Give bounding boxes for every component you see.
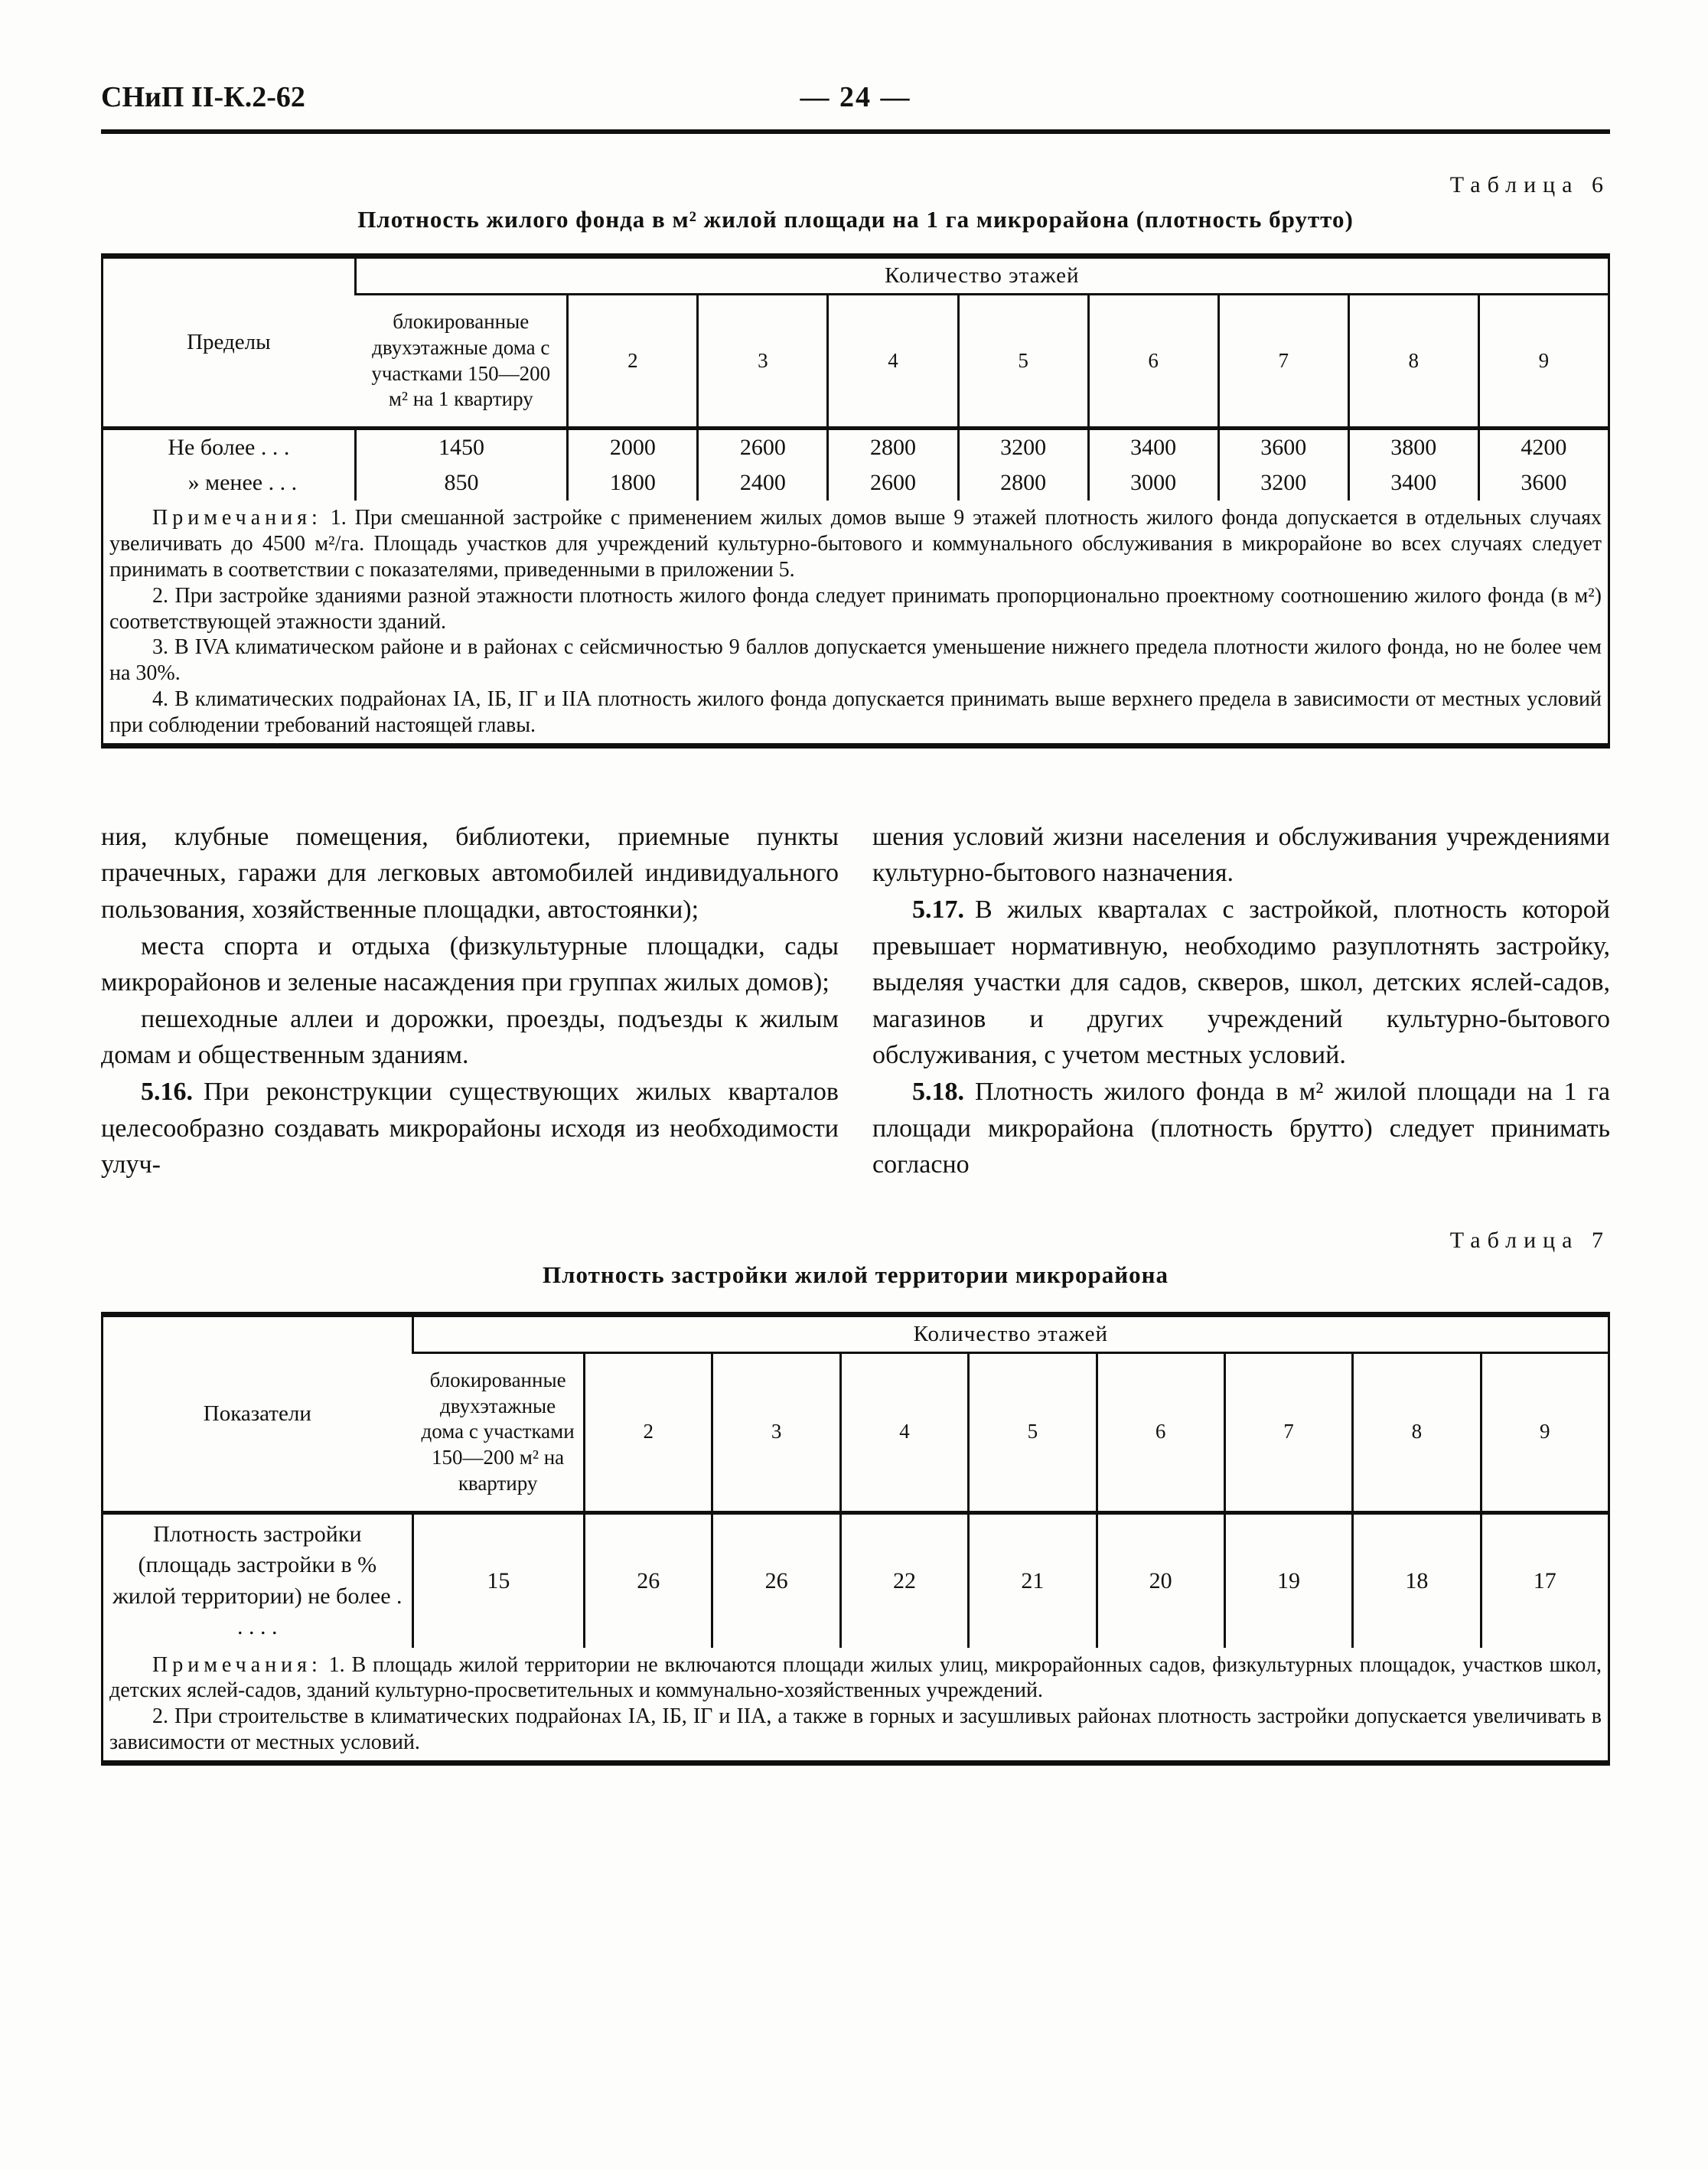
paragraph-text: Плотность жилого фонда в м² жилой площади на 1 га площади микрорайона (плотность брутто) следует принимать согласно	[872, 1078, 1610, 1179]
clause-number: 5.17.	[912, 895, 964, 925]
value-cell: 21	[969, 1512, 1097, 1648]
note-paragraph: 2. При строительстве в климатических подрайонах IА, IБ, IГ и IIА, а также в горных и засушливых районах плотность застройки допускается увеличивать в зависимости от местных условий.	[109, 1704, 1602, 1755]
table7-row-header: Показатели	[103, 1314, 413, 1512]
floor-col-header: 9	[1481, 1352, 1609, 1512]
value-cell: 3400	[1348, 465, 1478, 501]
left-column	[101, 819, 839, 1183]
value-cell: 2800	[828, 429, 958, 466]
value-cell: 2600	[698, 429, 828, 466]
table7-notes	[103, 1648, 1609, 1763]
paragraph	[101, 1074, 839, 1183]
floor-col-header: 6	[1097, 1352, 1224, 1512]
value-cell: 3000	[1088, 465, 1218, 501]
value-cell: 15	[412, 1512, 584, 1648]
paragraph	[872, 819, 1610, 892]
value-cell: 17	[1481, 1512, 1609, 1648]
value-cell: 26	[712, 1512, 840, 1648]
value-cell: 18	[1353, 1512, 1481, 1648]
value-cell: 22	[840, 1512, 968, 1648]
clause-number: 5.16.	[141, 1078, 193, 1107]
floor-col-header: 9	[1478, 295, 1609, 429]
note-paragraph: 4. В климатических подрайонах IА, IБ, IГ и IIА плотность жилого фонда допускается принимать выше верхнего предела в зависимости от местных условий при соблюдении требований настоящей главы.	[109, 687, 1602, 737]
floor-col-header: 5	[958, 295, 1088, 429]
page-number: — 24 —	[800, 81, 911, 113]
value-cell: 4200	[1478, 429, 1609, 466]
table6	[101, 253, 1610, 749]
paragraph-text: В жилых кварталах с застройкой, плотность которой превышает нормативную, необходимо разуплотнять застройку, выделяя участки для садов, скверов, школ, детских яслей-садов, магазинов и других учреждений культурно-бытового обслуживания, с учетом местных условий.	[872, 895, 1610, 1070]
body-text	[101, 819, 1610, 1183]
page-header	[101, 80, 1610, 114]
table-row	[103, 1512, 1609, 1648]
paragraph-text: места спорта и отдыха (физкультурные площадки, сады микрорайонов и зеленые насаждения при группах жилых домов);	[101, 931, 839, 997]
note-paragraph: 3. В IVA климатическом районе и в районах с сейсмичностью 9 баллов допускается уменьшение нижнего предела плотности жилого фонда, но не более чем на 30%.	[109, 635, 1602, 686]
row-label: Плотность застройки (площадь застройки в % жилой территории) не более . . . . .	[112, 1521, 403, 1640]
paragraph	[101, 928, 839, 1001]
note-text: 1. При смешанной застройке с применением жилых домов выше 9 этажей плотность жилого фонда допускается в отдельных случаях увеличивать до 4500 м²/га. Площадь участков для учреждений культурно-бытового и коммунального обслуживания в микрорайоне во всех случаях следует принимать в соответствии с показателями, приведенными в приложении 5.	[109, 506, 1602, 582]
value-cell: 850	[355, 465, 568, 501]
paragraph-text: пешеходные аллеи и дорожки, проезды, подъезды к жилым домам и общественным зданиям.	[101, 1004, 839, 1070]
table6-group-header: Количество этажей	[355, 256, 1609, 295]
floor-col-header: 3	[712, 1352, 840, 1512]
notes-label: Примечания:	[152, 1652, 322, 1677]
clause-number: 5.18.	[912, 1078, 964, 1107]
floor-col-header: 4	[840, 1352, 968, 1512]
table6-notes	[103, 501, 1609, 745]
table6-title: Плотность жилого фонда в м² жилой площади на 1 га микрорайона (плотность брутто)	[357, 206, 1354, 233]
value-cell: 2800	[958, 465, 1088, 501]
floor-col-header: 2	[585, 1352, 712, 1512]
paragraph	[872, 892, 1610, 1074]
paragraph-text: При реконструкции существующих жилых кварталов целесообразно создавать микрорайоны исходя из необходимости улуч-	[101, 1078, 839, 1179]
table-row	[103, 429, 1609, 466]
value-cell: 3600	[1478, 465, 1609, 501]
note-paragraph: 2. При застройке зданиями разной этажности плотность жилого фонда следует принимать пропорционально проектному соотношению жилого фонда (в м²) соответствующей этажности зданий.	[109, 583, 1602, 634]
value-cell: 3200	[1218, 465, 1348, 501]
value-cell: 19	[1224, 1512, 1352, 1648]
right-column	[872, 819, 1610, 1183]
value-cell: 26	[585, 1512, 712, 1648]
floor-col-header: 4	[828, 295, 958, 429]
floor-col-header: 7	[1218, 295, 1348, 429]
value-cell: 2600	[828, 465, 958, 501]
row-label: » менее . . .	[187, 470, 298, 495]
floor-col-header: 3	[698, 295, 828, 429]
floor-col-header: 5	[969, 1352, 1097, 1512]
table7-caption: Таблица 7	[1449, 1227, 1610, 1253]
value-cell: 3600	[1218, 429, 1348, 466]
table6-caption: Таблица 6	[1449, 172, 1610, 197]
doc-code: СНиП II-К.2-62	[101, 81, 305, 113]
note-text: 1. В площадь жилой территории не включаются площади жилых улиц, микрорайонных садов, физкультурных площадок, участков школ, детских яслей-садов, зданий культурно-просветительных и коммунально-хозяйственных учреждений.	[109, 1652, 1602, 1703]
note-paragraph	[109, 1652, 1602, 1704]
value-cell: 3200	[958, 429, 1088, 466]
value-cell: 1800	[568, 465, 698, 501]
header-rule	[101, 129, 1610, 134]
paragraph	[872, 1074, 1610, 1183]
table7	[101, 1312, 1610, 1766]
value-cell: 3800	[1348, 429, 1478, 466]
value-cell: 2400	[698, 465, 828, 501]
table6-blocked-col-header: блокированные двухэтажные дома с участками 150—200 м² на 1 квартиру	[355, 295, 568, 429]
floor-col-header: 6	[1088, 295, 1218, 429]
table7-title: Плотность застройки жилой территории микрорайона	[543, 1261, 1169, 1288]
table-row	[103, 465, 1609, 501]
floor-col-header: 8	[1348, 295, 1478, 429]
table7-blocked-col-header: блокированные двухэтажные дома с участками 150—200 м² на квартиру	[412, 1352, 584, 1512]
paragraph	[101, 819, 839, 928]
value-cell: 1450	[355, 429, 568, 466]
value-cell: 3400	[1088, 429, 1218, 466]
value-cell: 20	[1097, 1512, 1224, 1648]
table7-group-header: Количество этажей	[412, 1314, 1609, 1352]
paragraph-text: ния, клубные помещения, библиотеки, приемные пункты прачечных, гаражи для легковых автомобилей индивидуального пользования, хозяйственные площадки, автостоянки);	[101, 822, 839, 925]
note-paragraph	[109, 505, 1602, 583]
paragraph-text: шения условий жизни населения и обслуживания учреждениями культурно-бытового назначения.	[872, 822, 1610, 888]
floor-col-header: 2	[568, 295, 698, 429]
table6-row-header: Пределы	[103, 256, 356, 429]
row-label: Не более . . .	[168, 435, 290, 460]
notes-label: Примечания:	[152, 506, 322, 530]
value-cell: 2000	[568, 429, 698, 466]
floor-col-header: 8	[1353, 1352, 1481, 1512]
paragraph	[101, 1001, 839, 1074]
floor-col-header: 7	[1224, 1352, 1352, 1512]
